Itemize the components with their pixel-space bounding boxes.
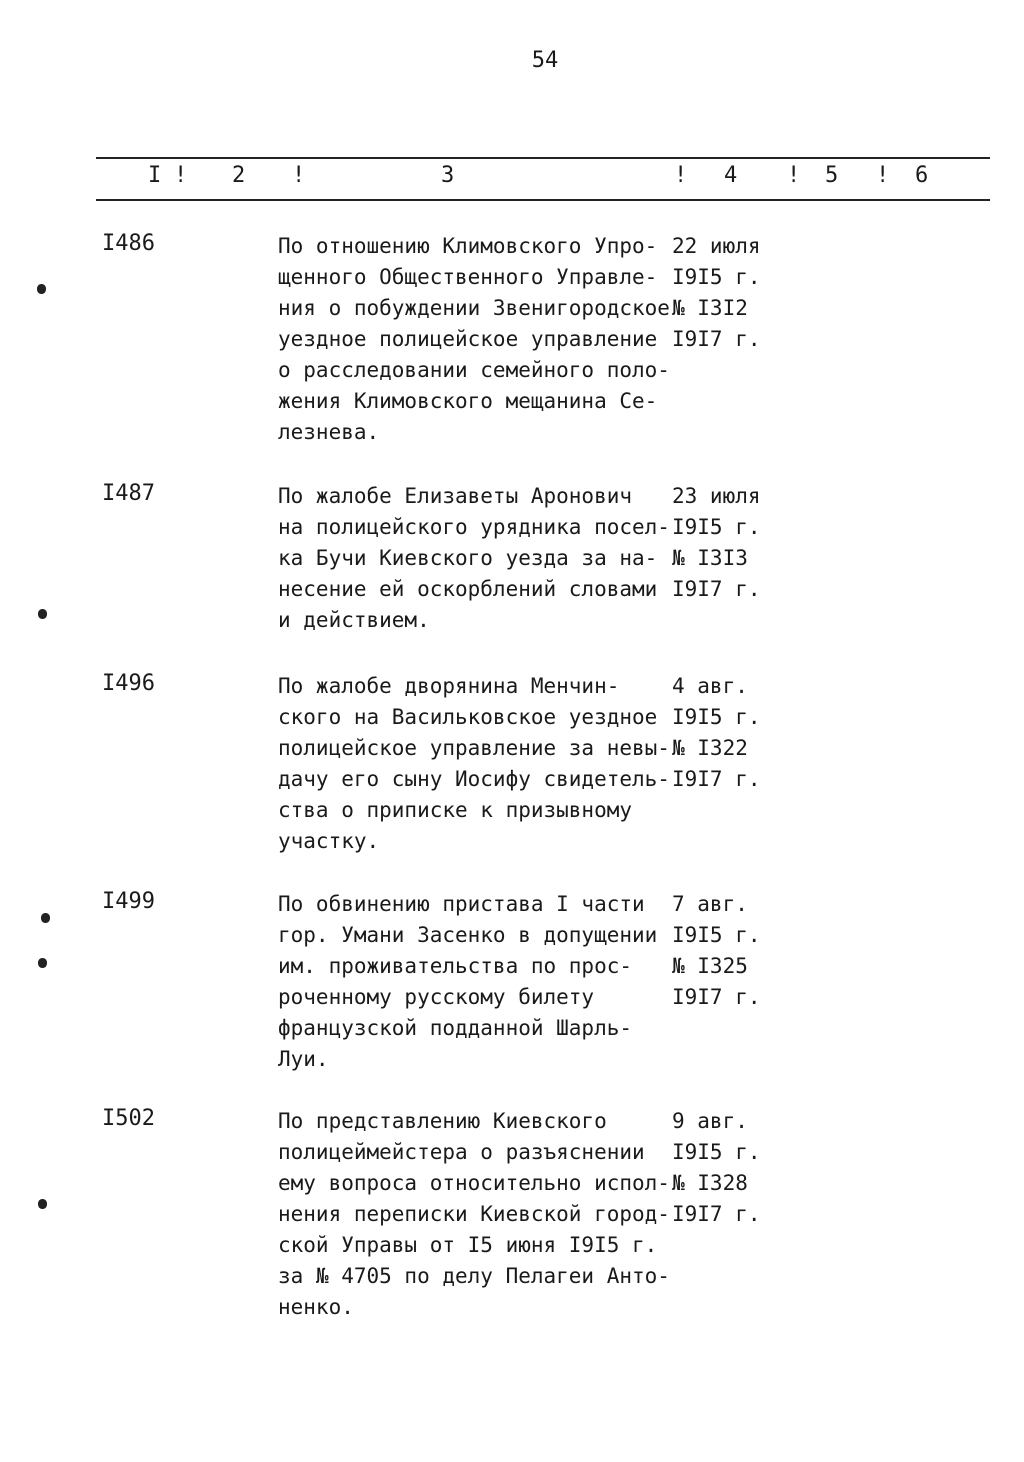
header-top-rule [96, 157, 990, 159]
entry-number: I499 [102, 889, 155, 914]
date-line: № I325 [672, 954, 748, 978]
date-line: I9I5 г. [672, 923, 761, 947]
entry-number: I496 [102, 671, 155, 696]
description-line: ненко. [278, 1295, 354, 1319]
column-separator: ! [876, 163, 890, 188]
entry-dates [672, 889, 782, 1013]
description-line: По жалобе Елизаветы Аронович [278, 484, 633, 508]
date-line: I9I7 г. [672, 767, 761, 791]
date-line: № I322 [672, 736, 748, 760]
date-line: I9I7 г. [672, 577, 761, 601]
date-line: I9I5 г. [672, 515, 761, 539]
entry-number: I487 [102, 481, 155, 506]
entry-description [278, 889, 678, 1075]
description-line: По представлению Киевского [278, 1109, 607, 1133]
binding-hole-mark [38, 1199, 47, 1209]
description-line: французской подданной Шарль- [278, 1016, 633, 1040]
description-line: ского на Васильковское уездное [278, 705, 658, 729]
date-line: 22 июля [672, 234, 761, 258]
date-line: 4 авг. [672, 674, 748, 698]
description-line: ства о приписке к призывному [278, 798, 633, 822]
description-line: участку. [278, 829, 380, 853]
description-line: несение ей оскорблений словами [278, 577, 658, 601]
description-line: ния о побуждении Звенигородское [278, 296, 670, 320]
description-line: полицеймейстера о разъяснении [278, 1140, 645, 1164]
column-header-3: 3 [441, 163, 455, 188]
entry-dates [672, 671, 782, 795]
description-line: дачу его сыну Иосифу свидетель- [278, 767, 670, 791]
date-line: I9I7 г. [672, 985, 761, 1009]
binding-hole-mark [38, 958, 47, 968]
description-line: По жалобе дворянина Менчин- [278, 674, 620, 698]
description-line: гор. Умани Засенко в допущении [278, 923, 658, 947]
date-line: I9I5 г. [672, 705, 761, 729]
description-line: ской Управы от I5 июня I9I5 г. [278, 1233, 658, 1257]
column-header-2: 2 [232, 163, 246, 188]
entry-description [278, 481, 678, 636]
description-line: на полицейского урядника посел- [278, 515, 670, 539]
date-line: I9I5 г. [672, 265, 761, 289]
entry-dates [672, 481, 782, 605]
binding-hole-mark [37, 284, 46, 294]
description-line: ка Бучи Киевского уезда за на- [278, 546, 658, 570]
description-line: роченному русскому билету [278, 985, 595, 1009]
description-line: щенного Общественного Управле- [278, 265, 658, 289]
description-line: По отношению Климовского Упро- [278, 234, 658, 258]
header-bottom-rule [96, 199, 990, 201]
description-line: за № 4705 по делу Пелагеи Анто- [278, 1264, 670, 1288]
binding-hole-mark [38, 609, 47, 619]
entry-number: I486 [102, 231, 155, 256]
description-line: уездное полицейское управление [278, 327, 658, 351]
entry-description [278, 671, 678, 857]
entry-dates [672, 1106, 782, 1230]
date-line: № I3I2 [672, 296, 748, 320]
description-line: лезнева. [278, 420, 380, 444]
entry-description [278, 231, 678, 448]
date-line: № I3I3 [672, 546, 748, 570]
description-line: нения переписки Киевской город- [278, 1202, 670, 1226]
column-header-4: 4 [724, 163, 738, 188]
column-separator: ! [674, 163, 688, 188]
description-line: о расследовании семейного поло- [278, 358, 670, 382]
column-header-6: 6 [915, 163, 929, 188]
column-header-5: 5 [825, 163, 839, 188]
date-line: I9I5 г. [672, 1140, 761, 1164]
date-line: № I328 [672, 1171, 748, 1195]
date-line: 9 авг. [672, 1109, 748, 1133]
description-line: По обвинению пристава I части [278, 892, 645, 916]
date-line: 7 авг. [672, 892, 748, 916]
column-separator: ! [174, 163, 188, 188]
description-line: Луи. [278, 1047, 329, 1071]
page-number: 54 [531, 48, 559, 73]
binding-hole-mark [41, 913, 50, 923]
description-line: им. проживательства по прос- [278, 954, 633, 978]
date-line: I9I7 г. [672, 1202, 761, 1226]
column-header-1: I [148, 163, 162, 188]
description-line: жения Климовского мещанина Се- [278, 389, 658, 413]
entry-description [278, 1106, 678, 1323]
date-line: 23 июля [672, 484, 761, 508]
description-line: ему вопроса относительно испол- [278, 1171, 670, 1195]
date-line: I9I7 г. [672, 327, 761, 351]
column-separator: ! [292, 163, 306, 188]
entry-dates [672, 231, 782, 355]
description-line: и действием. [278, 608, 430, 632]
entry-number: I502 [102, 1106, 155, 1131]
column-separator: ! [787, 163, 801, 188]
description-line: полицейское управление за невы- [278, 736, 670, 760]
